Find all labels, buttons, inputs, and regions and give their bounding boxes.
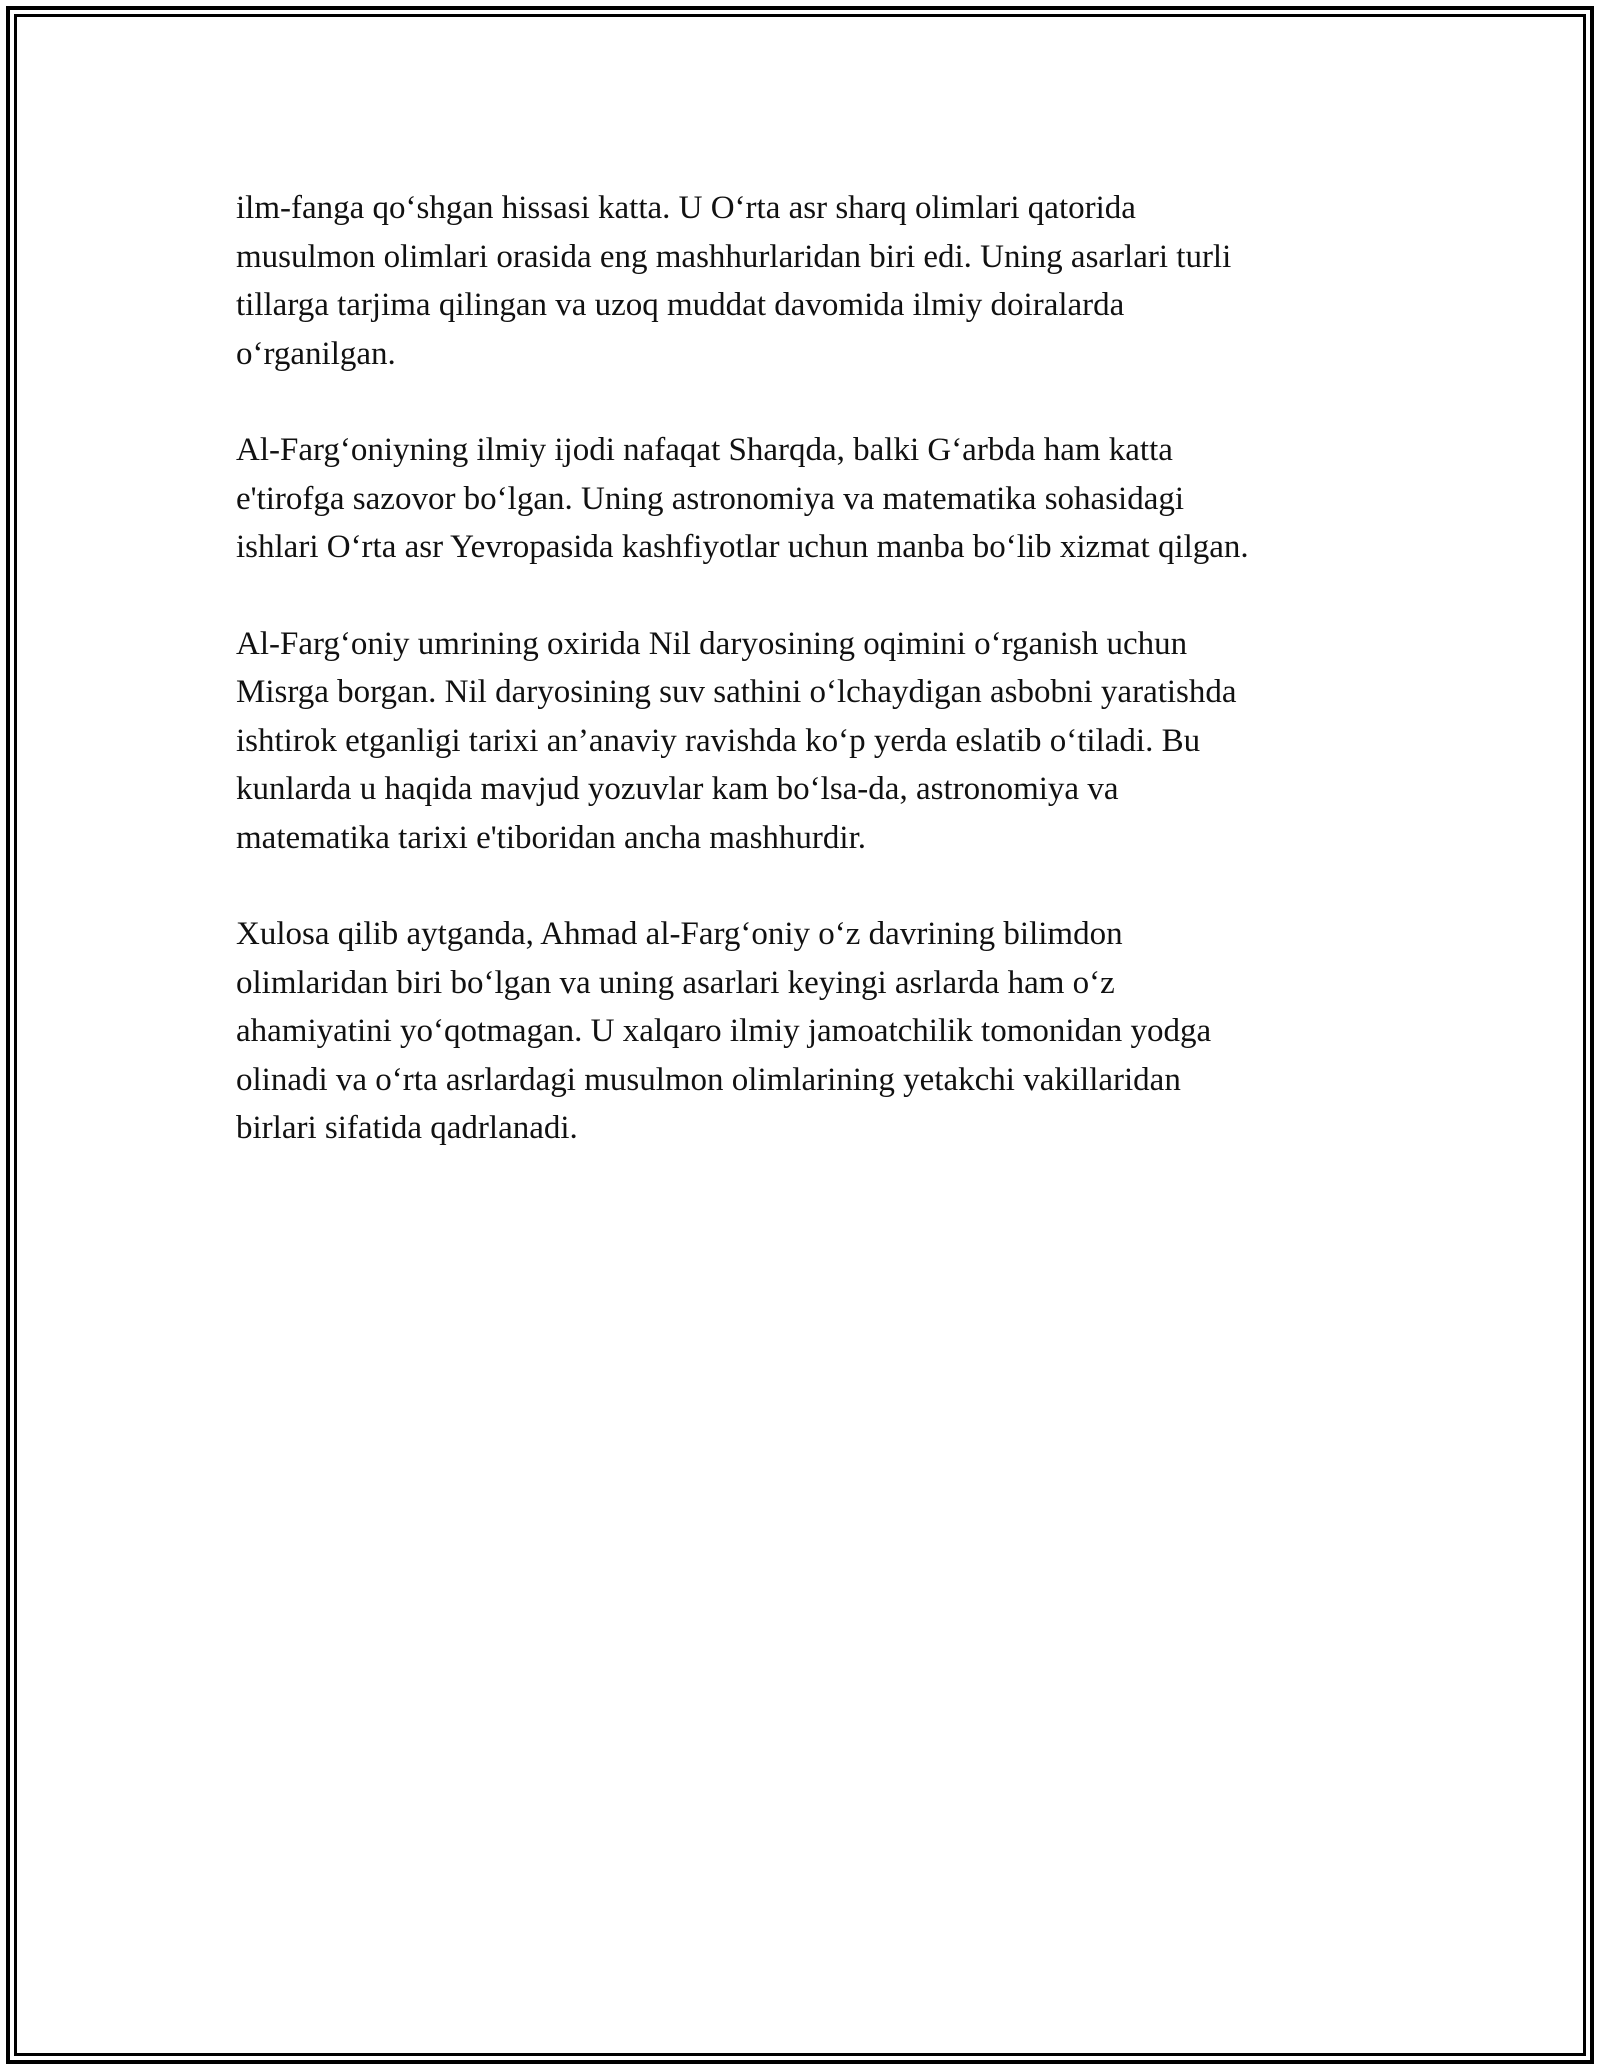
text-line: olinadi va o‘rta asrlardagi musulmon olimlarining yetakchi vakillaridan	[236, 1061, 1181, 1098]
text-line: Xulosa qilib aytganda, Ahmad al-Farg‘oniy o‘z davrining bilimdon	[236, 916, 1123, 952]
paragraph-2	[236, 426, 1416, 572]
text-line: kunlarda u haqida mavjud yozuvlar kam bo‘lsa-da, astronomiya va	[236, 771, 1119, 807]
text-line: Al-Farg‘oniy umrining oxirida Nil daryosining oqimini o‘rganish uchun	[236, 625, 1188, 662]
text-line: ishtirok etganligi tarixi an’anaviy ravishda ko‘p yerda eslatib o‘tiladi. Bu	[236, 722, 1201, 759]
text-line: ilm-fanga qo‘shgan hissasi katta. U O‘rta asr sharq olimlari qatorida	[236, 190, 1136, 226]
paragraph-3	[236, 620, 1416, 863]
paragraph-4	[236, 910, 1416, 1153]
text-line: e'tirofga sazovor bo‘lgan. Uning astronomiya va matematika sohasidagi	[236, 480, 1185, 517]
text-line: tillarga tarjima qilingan va uzoq muddat davomida ilmiy doiralarda	[236, 287, 1125, 323]
text-line: ishlari O‘rta asr Yevropasida kashfiyotlar uchun manba bo‘lib xizmat qilgan.	[236, 529, 1249, 565]
text-line: Misrga borgan. Nil daryosining suv sathini o‘lchaydigan asbobni yaratishda	[236, 674, 1237, 710]
document-body	[236, 184, 1416, 1201]
text-line: musulmon olimlari orasida eng mashhurlaridan biri edi. Uning asarlari turli	[236, 238, 1232, 275]
text-line: olimlaridan biri bo‘lgan va uning asarlari keyingi asrlarda ham o‘z	[236, 964, 1115, 1001]
text-line: matematika tarixi e'tiboridan ancha mashhurdir.	[236, 819, 866, 856]
text-line: o‘rganilgan.	[236, 335, 396, 372]
text-line: Al-Farg‘oniyning ilmiy ijodi nafaqat Sharqda, balki G‘arbda ham katta	[236, 432, 1173, 468]
text-line: ahamiyatini yo‘qotmagan. U xalqaro ilmiy jamoatchilik tomonidan yodga	[236, 1013, 1212, 1049]
text-line: birlari sifatida qadrlanadi.	[236, 1110, 578, 1146]
paragraph-1	[236, 184, 1416, 378]
